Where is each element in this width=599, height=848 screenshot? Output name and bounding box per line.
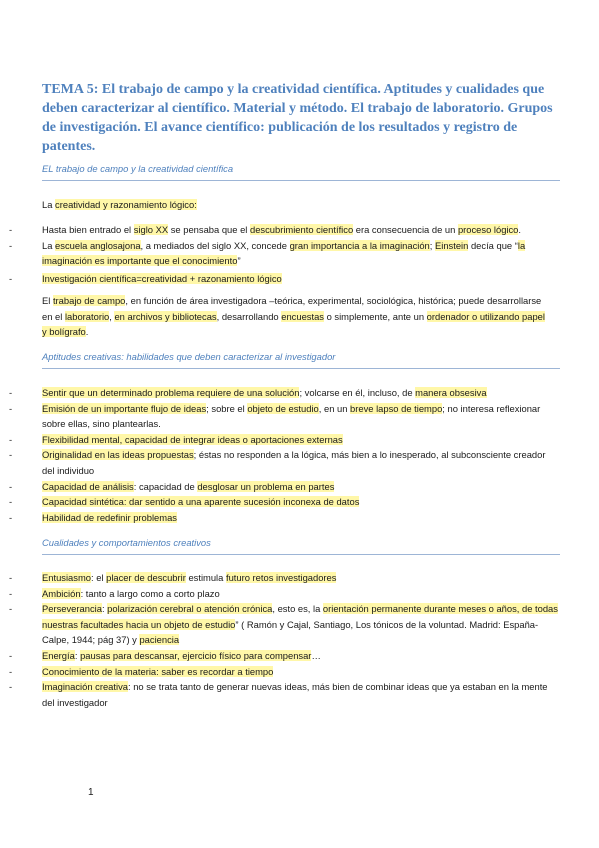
subheading-prefix: La <box>42 199 56 210</box>
section-heading-aptitudes: Aptitudes creativas: habilidades que deben caracterizar al investigador <box>42 351 560 369</box>
list-aptitudes <box>0 385 560 525</box>
list-item: - Flexibilidad mental, capacidad de integrar ideas o aportaciones externas <box>0 432 560 448</box>
fieldwork-paragraph: El trabajo de campo, en función de área investigadora –teórica, experimental, sociológica, histórica; puede desarrollarse en el laboratorio, en archivos y bibliotecas, desarrollando encuestas o simplemente, ante un ordenador o utilizando papel y bolígrafo. <box>42 295 545 337</box>
list-item: - Entusiasmo: el placer de descubrir estimula futuro retos investigadores <box>0 570 560 586</box>
list-item: - Conocimiento de la materia: saber es recordar a tiempo <box>0 664 560 680</box>
list-item: - Imaginación creativa: no se trata tanto de generar nuevas ideas, más bien de combinar ideas que ya estaban en la mente del investigador <box>0 679 560 710</box>
section-heading-qualities: Cualidades y comportamientos creativos <box>42 537 560 555</box>
list-creativity <box>0 222 560 286</box>
list-item: - Investigación científica=creatividad + razonamiento lógico <box>0 271 560 287</box>
list-item: - Capacidad sintética: dar sentido a una aparente sucesión inconexa de datos <box>0 494 560 510</box>
list-item: - Perseverancia: polarización cerebral o atención crónica, esto es, la orientación permanente durante meses o años, de todas nuestras facultades hacia un objeto de estudio” ( Ramón y Cajal, Santiago, Los tónicos de la voluntad. Madrid: España-Calpe, 1944; pág 37) y paciencia <box>0 601 560 648</box>
list-item: - Energía: pausas para descansar, ejercicio físico para compensar… <box>0 648 560 664</box>
subheading-highlight: creatividad y razonamiento lógico: <box>55 199 197 210</box>
list-item: - Sentir que un determinado problema requiere de una solución; volcarse en él, incluso, de manera obsesiva <box>0 385 560 401</box>
section-heading-fieldwork: EL trabajo de campo y la creatividad científica <box>42 163 560 181</box>
subheading-creativity <box>42 197 552 213</box>
page-number: 1 <box>88 787 94 798</box>
list-item: - Emisión de un importante flujo de ideas; sobre el objeto de estudio, en un breve lapso de tiempo; no interesa reflexionar sobre ellas, sino plantearlas. <box>0 401 560 432</box>
list-item: - Habilidad de redefinir problemas <box>0 510 560 526</box>
list-item: - Originalidad en las ideas propuestas; éstas no responden a la lógica, más bien a lo inesperado, al subconsciente creador del individuo <box>0 447 560 478</box>
list-item: - Ambición: tanto a largo como a corto plazo <box>0 586 560 602</box>
list-item: - Capacidad de análisis: capacidad de desglosar un problema en partes <box>0 479 560 495</box>
topic-title: TEMA 5: El trabajo de campo y la creatividad científica. Aptitudes y cualidades que deben caracterizar al científico. Material y método. El trabajo de laboratorio. Grupos de investigación. El avance científico: publicación de los resultados y registro de patentes. <box>42 82 553 154</box>
list-item: - La escuela anglosajona, a mediados del siglo XX, concede gran importancia a la imaginación; Einstein decía que “la imaginación es importante que el conocimiento” <box>0 238 560 269</box>
list-item: - Hasta bien entrado el siglo XX se pensaba que el descubrimiento científico era consecuencia de un proceso lógico. <box>0 222 560 238</box>
list-qualities <box>0 570 560 710</box>
